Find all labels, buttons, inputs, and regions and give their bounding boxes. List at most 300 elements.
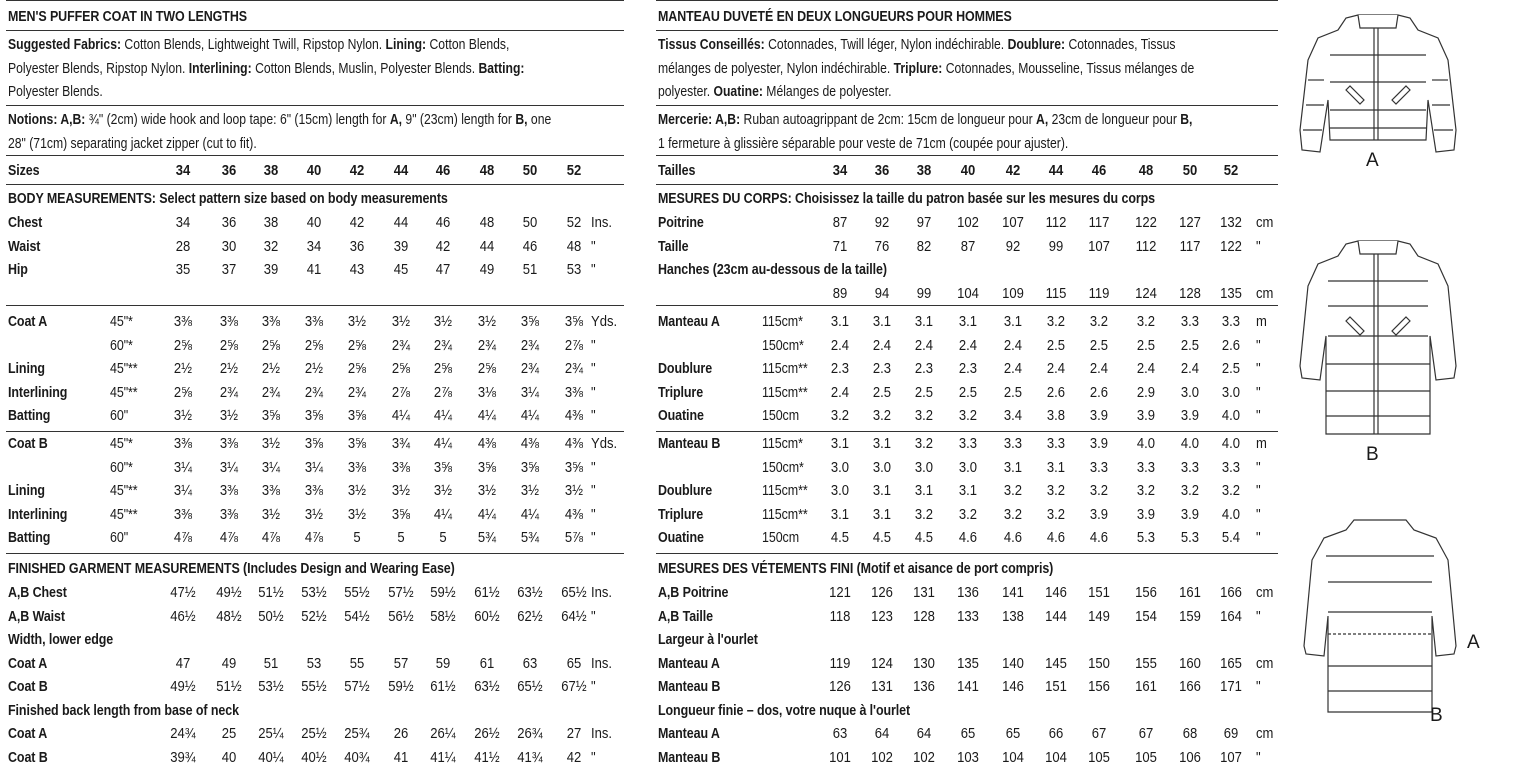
value-cell: 5 [439,530,447,546]
value-cell: 48 [479,215,495,231]
row-label: Manteau B [658,436,721,452]
value-cell: 47 [175,655,191,672]
unit-label: " [591,749,596,766]
value-cell: 58½ [430,608,456,625]
unit-label: " [1256,408,1261,424]
yardage-width: 60"* [110,337,133,354]
yardage-width: 150cm* [762,337,804,354]
value-cell: 105 [1088,749,1110,766]
row-label: Coat B [8,436,48,452]
value-cell: 55 [349,655,365,672]
sizes-rule [656,184,1278,185]
value-cell: 47½ [170,585,196,601]
value-cell: 3.0 [830,459,850,476]
row-label: Coat B [8,679,48,695]
value-cell: 35 [175,262,191,278]
value-cell: 2.6 [1089,384,1109,401]
value-cell: 82 [916,238,932,255]
value-cell: 46 [435,215,451,231]
value-cell: 2.3 [830,361,850,377]
value-cell: 42 [349,215,365,231]
row-label: Manteau B [658,749,721,766]
value-cell: 5¾ [477,530,497,546]
value-cell: 3.2 [958,506,978,523]
value-cell: 4¼ [391,408,411,424]
value-cell: 46 [522,238,538,255]
fabrics-line-seg: Cotton Blends, Muslin, Polyester Blends. [255,60,479,77]
value-cell: 4.5 [872,530,892,546]
value-cell: 3¼ [173,483,193,499]
value-cell: 2.4 [1003,337,1023,354]
value-cell: 3.1 [830,506,850,523]
row-label: A,B Waist [8,608,65,625]
value-cell: 4¼ [520,408,540,424]
yardage-width: 115cm* [762,436,803,452]
unit-label: " [1256,679,1261,695]
value-cell: 67 [1138,726,1154,742]
chart-title: MANTEAU DUVETÉ EN DEUX LONGUEURS POUR HOMMES [658,9,1012,25]
value-cell: 3⅜ [304,483,324,499]
unit-label: " [1256,238,1261,255]
value-cell: 156 [1135,585,1157,601]
value-cell: 89 [832,285,848,302]
top-rule [6,0,624,1]
value-cell: 164 [1220,608,1242,625]
fabrics-rule [6,105,624,106]
value-cell: 4.6 [958,530,978,546]
value-cell: 3¼ [304,459,324,476]
value-cell: 41 [393,749,409,766]
yardage-width: 45"** [110,361,138,377]
coat-b-rule [6,431,624,432]
value-cell: 3⅝ [304,408,324,424]
value-cell: 3.9 [1089,506,1109,523]
finished-header: FINISHED GARMENT MEASUREMENTS (Includes Design and Wearing Ease) [8,561,455,577]
value-cell: 63½ [517,585,543,601]
fabrics-line-seg: polyester. [658,84,714,100]
value-cell: 2½ [261,361,281,377]
value-cell: 3⅜ [261,483,281,499]
value-cell: 2.5 [1180,337,1200,354]
value-cell: 119 [1088,285,1110,302]
value-cell: 38 [263,215,279,231]
fabrics-line-seg: Polyester Blends, Ripstop Nylon. [8,60,189,77]
fabrics-line-seg: mélanges de polyester, Nylon indéchirable. [658,60,894,77]
value-cell: 34 [175,215,191,231]
row-label: Lining [8,483,45,499]
finished-header: MESURES DES VÉTEMENTS FINI (Motif et aisance de port compris) [658,561,1054,577]
coat-b-rule [656,431,1278,432]
sizes-label: Tailles [658,163,696,179]
value-cell: 122 [1220,238,1242,255]
top-rule [656,0,1278,1]
value-cell: 3⅜ [304,314,324,330]
value-cell: 30 [221,238,237,255]
notions-line-seg: 1 fermeture à glissière séparable pour veste de 71cm (coupée pour ajuster). [658,135,1069,152]
value-cell: 50 [522,215,538,231]
unit-label: " [1256,384,1261,401]
value-cell: 4.6 [1003,530,1023,546]
value-cell: 3.3 [958,436,978,452]
value-cell: 171 [1220,679,1242,695]
value-cell: 3.2 [1221,483,1241,499]
value-cell: 63 [522,655,538,672]
notions-line-seg: ¾" (2cm) wide hook and loop tape: 6" (15cm) length for [88,112,390,128]
unit-label: Yds. [591,314,618,330]
value-cell: 44 [393,215,409,231]
value-cell: 3⅝ [391,506,411,523]
unit-label: " [591,530,596,546]
value-cell: 4.5 [830,530,850,546]
value-cell: 63½ [474,679,500,695]
value-cell: 4⅜ [564,408,584,424]
value-cell: 4.5 [914,530,934,546]
value-cell: 52 [566,215,582,231]
value-cell: 5⅞ [564,530,584,546]
value-cell: 57 [393,655,409,672]
value-cell: 3¼ [173,459,193,476]
value-cell: 92 [1005,238,1021,255]
notions-line-seg: 9" (23cm) length for [402,112,516,128]
value-cell: 4.0 [1180,436,1200,452]
value-cell: 154 [1135,608,1157,625]
yardage-width: 150cm* [762,459,804,476]
value-cell: 59½ [388,679,414,695]
value-cell: 2¾ [391,337,411,354]
label-b-bot: B [1430,705,1443,726]
label-a-top: A [1366,150,1379,171]
value-cell: 145 [1045,655,1067,672]
value-cell: 3½ [520,483,540,499]
fabrics-line-seg: Triplure: [893,60,946,77]
value-cell: 127 [1179,215,1201,231]
row-label: Coat A [8,726,48,742]
value-cell: 3.1 [958,314,978,330]
size-header: 38 [263,163,279,179]
value-cell: 4.0 [1221,506,1241,523]
unit-label: " [591,361,596,377]
value-cell: 3½ [347,506,367,523]
fabrics-rule [656,105,1278,106]
value-cell: 3.0 [958,459,978,476]
value-cell: 34 [306,238,322,255]
unit-label: " [1256,361,1261,377]
value-cell: 71 [832,238,848,255]
value-cell: 166 [1179,679,1201,695]
value-cell: 3½ [391,314,411,330]
value-cell: 3⅜ [564,384,584,401]
value-cell: 3.8 [1046,408,1066,424]
value-cell: 4⅜ [564,506,584,523]
value-cell: 49 [221,655,237,672]
unit-label: cm [1256,285,1274,302]
value-cell: 159 [1179,608,1201,625]
value-cell: 3½ [347,483,367,499]
size-header: 38 [916,163,932,179]
value-cell: 4.6 [1046,530,1066,546]
unit-label: Ins. [591,215,613,231]
row-label: A,B Chest [8,585,67,601]
size-header: 52 [566,163,582,179]
value-cell: 4¼ [433,506,453,523]
value-cell: 76 [874,238,890,255]
value-cell: 131 [913,585,935,601]
body-measurements-header: MESURES DU CORPS: Choisissez la taille du patron basée sur les mesures du corps [658,191,1156,207]
value-cell: 57½ [344,679,370,695]
value-cell: 50½ [258,608,284,625]
row-label: Coat A [8,314,48,330]
size-header: 42 [1005,163,1021,179]
value-cell: 68 [1182,726,1198,742]
value-cell: 3.2 [830,408,850,424]
value-cell: 26¾ [517,726,543,742]
value-cell: 161 [1135,679,1157,695]
value-cell: 67½ [561,679,587,695]
value-cell: 40 [221,749,237,766]
size-header: 42 [349,163,365,179]
value-cell: 64 [916,726,932,742]
value-cell: 109 [1002,285,1024,302]
row-label: Doublure [658,483,713,499]
size-header: 40 [960,163,976,179]
value-cell: 3.2 [1136,483,1156,499]
unit-label: " [1256,608,1261,625]
notions-line-seg: Notions: A,B: [8,112,89,128]
value-cell: 65 [960,726,976,742]
value-cell: 3⅝ [433,459,453,476]
value-cell: 3.2 [1046,314,1066,330]
value-cell: 87 [832,215,848,231]
value-cell: 3.9 [1136,408,1156,424]
value-cell: 151 [1088,585,1110,601]
yardage-width: 60"* [110,459,133,476]
value-cell: 138 [1002,608,1024,625]
size-header: 48 [1138,163,1154,179]
value-cell: 3½ [219,408,239,424]
notions-line-seg: 28" (71cm) separating jacket zipper (cut to fit). [8,135,257,152]
value-cell: 5 [353,530,361,546]
unit-label: m [1256,436,1267,452]
label-a-bot: A [1467,632,1480,653]
row-label: Manteau B [658,679,721,695]
value-cell: 99 [916,285,932,302]
fabrics-line [8,34,509,58]
value-cell: 57½ [388,585,414,601]
fabrics-line [8,58,524,82]
value-cell: 3.1 [830,436,850,452]
value-cell: 2⅝ [391,361,411,377]
size-header: 52 [1223,163,1239,179]
unit-label: Yds. [591,436,618,452]
row-label: Manteau A [658,314,720,330]
yardage-width: 115cm** [762,361,808,377]
value-cell: 59½ [430,585,456,601]
value-cell: 2⅞ [564,337,584,354]
yardage-width: 60" [110,408,129,424]
value-cell: 128 [913,608,935,625]
value-cell: 28 [175,238,191,255]
value-cell: 121 [829,585,851,601]
size-header: 36 [221,163,237,179]
value-cell: 3.3 [1221,459,1241,476]
value-cell: 3.1 [1046,459,1066,476]
value-cell: 2⅝ [173,337,193,354]
value-cell: 51 [522,262,538,278]
value-cell: 2.6 [1221,337,1241,354]
value-cell: 40¼ [258,749,284,766]
value-cell: 65 [1005,726,1021,742]
value-cell: 4¼ [477,408,497,424]
unit-label: cm [1256,655,1274,672]
value-cell: 3¼ [261,459,281,476]
value-cell: 149 [1088,608,1110,625]
value-cell: 104 [1002,749,1024,766]
value-cell: 3.3 [1003,436,1023,452]
notions-line-seg: Mercerie: A,B: [658,112,744,128]
value-cell: 4.0 [1221,436,1241,452]
fabrics-line [658,81,892,105]
unit-label: " [591,506,596,523]
value-cell: 3⅜ [347,459,367,476]
value-cell: 2.4 [830,384,850,401]
value-cell: 155 [1135,655,1157,672]
value-cell: 2⅝ [261,337,281,354]
value-cell: 101 [829,749,851,766]
notions-line-seg: one [527,112,552,128]
value-cell: 25½ [301,726,327,742]
value-cell: 102 [871,749,893,766]
row-label: Coat B [8,749,48,766]
value-cell: 156 [1088,679,1110,695]
value-cell: 2.5 [914,384,934,401]
value-cell: 3.1 [872,314,892,330]
value-cell: 2.5 [1003,384,1023,401]
value-cell: 97 [916,215,932,231]
value-cell: 65 [566,655,582,672]
value-cell: 3⅝ [564,314,584,330]
value-cell: 2.4 [914,337,934,354]
yardage-width: 45"* [110,436,133,452]
value-cell: 2¾ [304,384,324,401]
value-cell: 47 [435,262,451,278]
value-cell: 3½ [564,483,584,499]
value-cell: 3⅜ [219,436,239,452]
value-cell: 3⅜ [261,314,281,330]
value-cell: 2.4 [1089,361,1109,377]
unit-label: cm [1256,215,1274,231]
value-cell: 4⅜ [477,436,497,452]
value-cell: 61½ [430,679,456,695]
value-cell: 4⅞ [304,530,324,546]
value-cell: 150 [1088,655,1110,672]
value-cell: 104 [957,285,979,302]
notions-rule [6,155,624,156]
size-header: 34 [832,163,848,179]
value-cell: 118 [829,608,851,625]
value-cell: 103 [957,749,979,766]
value-cell: 99 [1048,238,1064,255]
value-cell: 3¾ [391,436,411,452]
value-cell: 3.0 [1221,384,1241,401]
notions-line [8,109,551,133]
value-cell: 2.6 [1046,384,1066,401]
value-cell: 40¾ [344,749,370,766]
value-cell: 3½ [477,483,497,499]
value-cell: 3.2 [958,408,978,424]
value-cell: 141 [1002,585,1024,601]
row-label: Doublure [658,361,713,377]
value-cell: 2¾ [347,384,367,401]
unit-label: " [591,337,596,354]
length-header: Longueur finie – dos, votre nuque à l'ourlet [658,702,911,719]
row-label: Taille [658,238,689,255]
unit-label: " [1256,337,1261,354]
fabrics-line-seg: Mélanges de polyester. [766,84,892,100]
value-cell: 3.3 [1136,459,1156,476]
unit-label: " [1256,483,1261,499]
value-cell: 54½ [344,608,370,625]
value-cell: 3⅝ [261,408,281,424]
value-cell: 45 [393,262,409,278]
width-header: Width, lower edge [8,632,114,648]
value-cell: 25¾ [344,726,370,742]
value-cell: 4.0 [1136,436,1156,452]
value-cell: 3.9 [1136,506,1156,523]
value-cell: 131 [871,679,893,695]
value-cell: 94 [874,285,890,302]
row-label: Interlining [8,384,68,401]
value-cell: 59 [435,655,451,672]
value-cell: 63 [832,726,848,742]
value-cell: 26½ [474,726,500,742]
value-cell: 61½ [474,585,500,601]
value-cell: 136 [957,585,979,601]
value-cell: 5¾ [520,530,540,546]
row-label: Manteau A [658,726,720,742]
value-cell: 4⅜ [520,436,540,452]
value-cell: 3⅜ [391,459,411,476]
sizes-label: Sizes [8,163,40,179]
value-cell: 5 [397,530,405,546]
yardage-width: 150cm [762,530,800,546]
value-cell: 126 [829,679,851,695]
value-cell: 5.3 [1180,530,1200,546]
value-cell: 52½ [301,608,327,625]
value-cell: 3.1 [872,483,892,499]
unit-label: " [591,238,596,255]
notions-line-seg: B, [515,112,528,128]
value-cell: 66 [1048,726,1064,742]
value-cell: 135 [957,655,979,672]
size-header: 48 [479,163,495,179]
label-b-mid: B [1366,444,1379,465]
value-cell: 62½ [517,608,543,625]
value-cell: 48 [566,238,582,255]
unit-label: " [591,384,596,401]
value-cell: 3⅜ [219,483,239,499]
value-cell: 53½ [258,679,284,695]
value-cell: 107 [1088,238,1110,255]
unit-label: Ins. [591,585,613,601]
unit-label: " [1256,506,1261,523]
value-cell: 3⅝ [520,314,540,330]
value-cell: 42 [566,749,582,766]
value-cell: 2¾ [564,361,584,377]
value-cell: 3.1 [914,314,934,330]
row-label: Triplure [658,506,704,523]
value-cell: 3.1 [872,436,892,452]
yardage-top-rule [656,305,1278,306]
